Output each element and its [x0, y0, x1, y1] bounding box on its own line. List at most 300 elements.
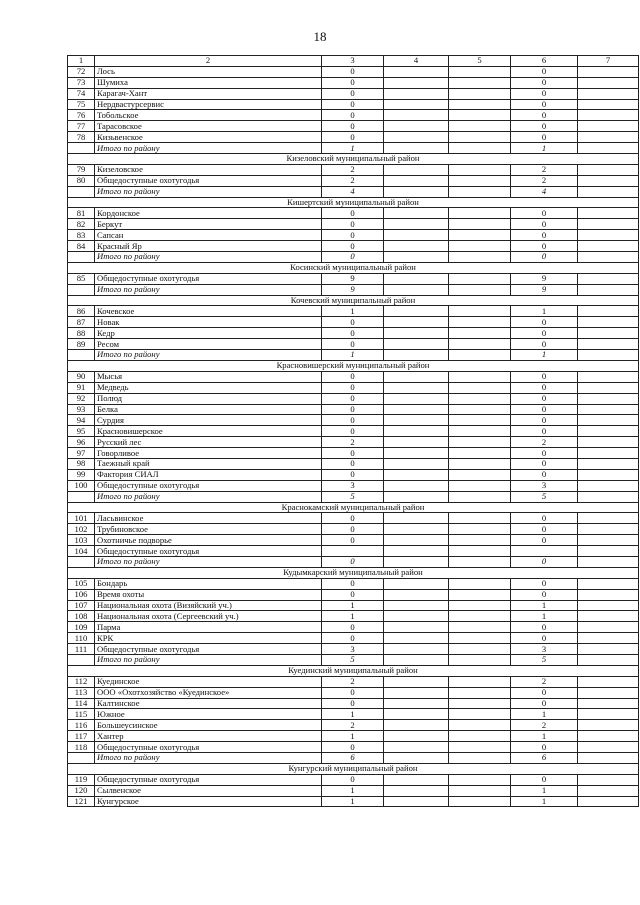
row-number: 82	[68, 219, 95, 230]
value-col7	[578, 524, 639, 535]
value-col7	[578, 448, 639, 459]
value-col3: 9	[322, 284, 384, 295]
value-col3: 5	[322, 491, 384, 502]
table-row	[68, 426, 639, 437]
row-number: 98	[68, 458, 95, 469]
value-col6: 1	[511, 143, 578, 154]
row-number: 103	[68, 535, 95, 546]
table-row	[68, 742, 639, 753]
value-col5	[449, 480, 511, 491]
value-col7	[578, 328, 639, 339]
value-col3: 9	[322, 273, 384, 284]
table-row	[68, 589, 639, 600]
ground-name: Новак	[95, 317, 322, 328]
ground-name: Говорливое	[95, 448, 322, 459]
row-number: 77	[68, 121, 95, 132]
value-col5	[449, 644, 511, 655]
value-col7	[578, 252, 639, 263]
table-row	[68, 731, 639, 742]
row-number: 94	[68, 415, 95, 426]
row-number: 96	[68, 437, 95, 448]
value-col6: 3	[511, 644, 578, 655]
value-col6: 1	[511, 350, 578, 361]
value-col4	[384, 513, 449, 524]
value-col7	[578, 143, 639, 154]
ground-name: Итого по району	[95, 491, 322, 502]
ground-name: Сылвенское	[95, 785, 322, 796]
value-col7	[578, 273, 639, 284]
value-col3: 0	[322, 524, 384, 535]
value-col5	[449, 306, 511, 317]
value-col4	[384, 535, 449, 546]
value-col7	[578, 796, 639, 807]
row-number: 107	[68, 600, 95, 611]
row-number	[68, 753, 95, 764]
value-col7	[578, 437, 639, 448]
value-col3: 0	[322, 88, 384, 99]
value-col6: 9	[511, 273, 578, 284]
value-col3: 6	[322, 753, 384, 764]
table-row	[68, 535, 639, 546]
row-number: 78	[68, 132, 95, 143]
table-row	[68, 578, 639, 589]
total-row	[68, 753, 639, 764]
value-col5	[449, 66, 511, 77]
table-row	[68, 698, 639, 709]
ground-name: Общедоступные охотугодья	[95, 273, 322, 284]
table-row	[68, 382, 639, 393]
value-col5	[449, 469, 511, 480]
value-col6: 0	[511, 589, 578, 600]
value-col4	[384, 219, 449, 230]
value-col5	[449, 437, 511, 448]
row-number: 120	[68, 785, 95, 796]
value-col4	[384, 328, 449, 339]
value-col7	[578, 164, 639, 175]
ground-name: Нердвастурсервис	[95, 99, 322, 110]
value-col5	[449, 164, 511, 175]
value-col6: 0	[511, 66, 578, 77]
total-row	[68, 186, 639, 197]
value-col4	[384, 720, 449, 731]
row-number: 116	[68, 720, 95, 731]
value-col6: 0	[511, 513, 578, 524]
value-col6: 0	[511, 382, 578, 393]
value-col4	[384, 350, 449, 361]
ground-name: Итого по району	[95, 186, 322, 197]
value-col7	[578, 393, 639, 404]
ground-name: Итого по району	[95, 556, 322, 567]
district-title: Кочевский муниципальный район	[68, 295, 639, 306]
row-number: 119	[68, 774, 95, 785]
value-col3: 1	[322, 143, 384, 154]
value-col4	[384, 491, 449, 502]
ground-name: КРК	[95, 633, 322, 644]
value-col4	[384, 404, 449, 415]
table-row	[68, 241, 639, 252]
value-col7	[578, 77, 639, 88]
value-col3: 0	[322, 415, 384, 426]
ground-name: Хантер	[95, 731, 322, 742]
value-col4	[384, 458, 449, 469]
row-number: 104	[68, 546, 95, 557]
district-header-row	[68, 154, 639, 165]
value-col5	[449, 622, 511, 633]
value-col3: 0	[322, 742, 384, 753]
value-col4	[384, 208, 449, 219]
value-col6: 2	[511, 175, 578, 186]
value-col3: 1	[322, 731, 384, 742]
value-col6: 0	[511, 524, 578, 535]
value-col3: 0	[322, 556, 384, 567]
total-row	[68, 654, 639, 665]
value-col6: 1	[511, 611, 578, 622]
ground-name: ООО «Охотхозяйство «Куединское»	[95, 687, 322, 698]
ground-name: Общедоступные охотугодья	[95, 175, 322, 186]
value-col3: 1	[322, 350, 384, 361]
row-number	[68, 143, 95, 154]
value-col5	[449, 731, 511, 742]
value-col6: 0	[511, 252, 578, 263]
district-header-row	[68, 360, 639, 371]
table-row	[68, 774, 639, 785]
value-col7	[578, 546, 639, 557]
value-col4	[384, 88, 449, 99]
value-col3: 0	[322, 77, 384, 88]
value-col3: 0	[322, 382, 384, 393]
value-col5	[449, 535, 511, 546]
value-col5	[449, 393, 511, 404]
value-col5	[449, 317, 511, 328]
value-col7	[578, 458, 639, 469]
value-col6: 5	[511, 491, 578, 502]
value-col4	[384, 611, 449, 622]
table-row	[68, 785, 639, 796]
value-col5	[449, 448, 511, 459]
row-number: 87	[68, 317, 95, 328]
ground-name: Медведь	[95, 382, 322, 393]
value-col5	[449, 458, 511, 469]
value-col7	[578, 241, 639, 252]
table-row	[68, 175, 639, 186]
value-col4	[384, 742, 449, 753]
ground-name: Общедоступные охотугодья	[95, 546, 322, 557]
value-col3: 0	[322, 132, 384, 143]
value-col7	[578, 382, 639, 393]
value-col7	[578, 709, 639, 720]
ground-name: Шумиха	[95, 77, 322, 88]
table-row	[68, 306, 639, 317]
value-col4	[384, 175, 449, 186]
value-col4	[384, 252, 449, 263]
value-col7	[578, 644, 639, 655]
table-row	[68, 687, 639, 698]
value-col6: 3	[511, 480, 578, 491]
total-row	[68, 252, 639, 263]
value-col3: 0	[322, 774, 384, 785]
row-number: 101	[68, 513, 95, 524]
value-col4	[384, 622, 449, 633]
value-col6: 0	[511, 448, 578, 459]
district-title: Красновишерский муниципальный район	[68, 360, 639, 371]
row-number	[68, 654, 95, 665]
value-col4	[384, 753, 449, 764]
value-col7	[578, 230, 639, 241]
value-col4	[384, 589, 449, 600]
table-row	[68, 600, 639, 611]
table-row	[68, 132, 639, 143]
table-row	[68, 709, 639, 720]
value-col6: 2	[511, 676, 578, 687]
value-col5	[449, 121, 511, 132]
value-col5	[449, 774, 511, 785]
value-col5	[449, 676, 511, 687]
ground-name: Итого по району	[95, 143, 322, 154]
value-col7	[578, 175, 639, 186]
value-col4	[384, 578, 449, 589]
district-header-row	[68, 197, 639, 208]
value-col7	[578, 284, 639, 295]
table-row	[68, 469, 639, 480]
ground-name: Южное	[95, 709, 322, 720]
table-body	[68, 56, 639, 807]
value-col3: 0	[322, 339, 384, 350]
value-col6: 0	[511, 88, 578, 99]
table-row	[68, 415, 639, 426]
value-col5	[449, 753, 511, 764]
value-col6: 4	[511, 186, 578, 197]
row-number: 83	[68, 230, 95, 241]
row-number: 86	[68, 306, 95, 317]
district-header-row	[68, 763, 639, 774]
value-col3: 0	[322, 448, 384, 459]
row-number: 92	[68, 393, 95, 404]
value-col6: 0	[511, 339, 578, 350]
table-row	[68, 121, 639, 132]
district-title: Куединский муниципальный район	[68, 665, 639, 676]
value-col6: 0	[511, 426, 578, 437]
value-col5	[449, 99, 511, 110]
table-row	[68, 99, 639, 110]
value-col3: 0	[322, 66, 384, 77]
total-row	[68, 350, 639, 361]
row-number: 121	[68, 796, 95, 807]
value-col4	[384, 774, 449, 785]
header-cell: 3	[322, 56, 384, 67]
value-col6: 0	[511, 556, 578, 567]
row-number	[68, 556, 95, 567]
row-number: 76	[68, 110, 95, 121]
value-col6: 1	[511, 785, 578, 796]
table-row	[68, 480, 639, 491]
ground-name: Карагач-Хант	[95, 88, 322, 99]
value-col4	[384, 121, 449, 132]
ground-name: Бондарь	[95, 578, 322, 589]
district-title: Краснокамский муниципальный район	[68, 502, 639, 513]
row-number: 114	[68, 698, 95, 709]
total-row	[68, 143, 639, 154]
value-col3: 0	[322, 698, 384, 709]
value-col6: 0	[511, 535, 578, 546]
table-row	[68, 633, 639, 644]
ground-name: Общедоступные охотугодья	[95, 644, 322, 655]
value-col4	[384, 186, 449, 197]
value-col6: 1	[511, 796, 578, 807]
value-col7	[578, 687, 639, 698]
value-col5	[449, 654, 511, 665]
row-number: 105	[68, 578, 95, 589]
ground-name: Таежный край	[95, 458, 322, 469]
value-col4	[384, 796, 449, 807]
value-col7	[578, 535, 639, 546]
row-number: 89	[68, 339, 95, 350]
value-col3: 0	[322, 589, 384, 600]
value-col4	[384, 524, 449, 535]
ground-name: Ресом	[95, 339, 322, 350]
value-col6: 0	[511, 774, 578, 785]
value-col7	[578, 774, 639, 785]
value-col6: 1	[511, 709, 578, 720]
district-title: Кунгурский муниципальный район	[68, 763, 639, 774]
value-col6: 0	[511, 622, 578, 633]
ground-name: Большеусинское	[95, 720, 322, 731]
table-row	[68, 676, 639, 687]
value-col7	[578, 132, 639, 143]
value-col7	[578, 339, 639, 350]
value-col4	[384, 393, 449, 404]
ground-name: Парма	[95, 622, 322, 633]
row-number	[68, 350, 95, 361]
table-row	[68, 164, 639, 175]
value-col6: 0	[511, 698, 578, 709]
value-col3: 0	[322, 121, 384, 132]
value-col6: 9	[511, 284, 578, 295]
row-number: 99	[68, 469, 95, 480]
value-col7	[578, 186, 639, 197]
value-col3	[322, 546, 384, 557]
value-col3: 4	[322, 186, 384, 197]
row-number: 84	[68, 241, 95, 252]
value-col4	[384, 731, 449, 742]
district-header-row	[68, 665, 639, 676]
value-col3: 0	[322, 230, 384, 241]
value-col3: 0	[322, 208, 384, 219]
value-col3: 3	[322, 480, 384, 491]
value-col7	[578, 371, 639, 382]
district-header-row	[68, 295, 639, 306]
value-col4	[384, 633, 449, 644]
row-number: 75	[68, 99, 95, 110]
ground-name: Кедр	[95, 328, 322, 339]
table-row	[68, 796, 639, 807]
value-col5	[449, 273, 511, 284]
value-col7	[578, 317, 639, 328]
value-col7	[578, 622, 639, 633]
row-number: 108	[68, 611, 95, 622]
value-col3: 0	[322, 404, 384, 415]
value-col4	[384, 600, 449, 611]
row-number: 111	[68, 644, 95, 655]
value-col3: 0	[322, 241, 384, 252]
value-col3: 0	[322, 535, 384, 546]
value-col4	[384, 687, 449, 698]
ground-name: Куединское	[95, 676, 322, 687]
value-col4	[384, 469, 449, 480]
value-col7	[578, 66, 639, 77]
value-col6: 0	[511, 742, 578, 753]
ground-name: Фактория СИАЛ	[95, 469, 322, 480]
value-col7	[578, 121, 639, 132]
row-number: 90	[68, 371, 95, 382]
value-col4	[384, 644, 449, 655]
ground-name: Тобольское	[95, 110, 322, 121]
page-number: 18	[313, 29, 327, 44]
value-col3: 5	[322, 654, 384, 665]
value-col5	[449, 186, 511, 197]
value-col6: 2	[511, 164, 578, 175]
ground-name: Кизьвенское	[95, 132, 322, 143]
value-col3: 0	[322, 513, 384, 524]
value-col4	[384, 415, 449, 426]
value-col5	[449, 350, 511, 361]
table-row	[68, 404, 639, 415]
row-number	[68, 284, 95, 295]
header-cell: 4	[384, 56, 449, 67]
table-row	[68, 273, 639, 284]
district-title: Косинский муниципальный район	[68, 262, 639, 273]
value-col3: 1	[322, 796, 384, 807]
ground-name: Кочевское	[95, 306, 322, 317]
value-col7	[578, 753, 639, 764]
value-col5	[449, 633, 511, 644]
table-row	[68, 317, 639, 328]
row-number	[68, 252, 95, 263]
value-col5	[449, 426, 511, 437]
ground-name: Общедоступные охотугодья	[95, 480, 322, 491]
ground-name: Мысья	[95, 371, 322, 382]
value-col4	[384, 698, 449, 709]
row-number: 106	[68, 589, 95, 600]
value-col5	[449, 600, 511, 611]
value-col5	[449, 371, 511, 382]
district-title: Кудымкарский муниципальный район	[68, 567, 639, 578]
value-col7	[578, 600, 639, 611]
value-col7	[578, 698, 639, 709]
header-row	[68, 56, 639, 67]
value-col4	[384, 480, 449, 491]
row-number: 115	[68, 709, 95, 720]
value-col5	[449, 77, 511, 88]
value-col7	[578, 469, 639, 480]
district-title: Кизеловский муниципальный район	[68, 154, 639, 165]
value-col7	[578, 589, 639, 600]
ground-name: Трубиновское	[95, 524, 322, 535]
value-col7	[578, 88, 639, 99]
value-col3: 0	[322, 687, 384, 698]
ground-name: Красный Яр	[95, 241, 322, 252]
value-col4	[384, 66, 449, 77]
table-row	[68, 513, 639, 524]
value-col5	[449, 491, 511, 502]
row-number: 100	[68, 480, 95, 491]
value-col6: 6	[511, 753, 578, 764]
table-row	[68, 458, 639, 469]
row-number: 93	[68, 404, 95, 415]
value-col4	[384, 556, 449, 567]
value-col4	[384, 273, 449, 284]
ground-name: Тарасовское	[95, 121, 322, 132]
row-number: 91	[68, 382, 95, 393]
